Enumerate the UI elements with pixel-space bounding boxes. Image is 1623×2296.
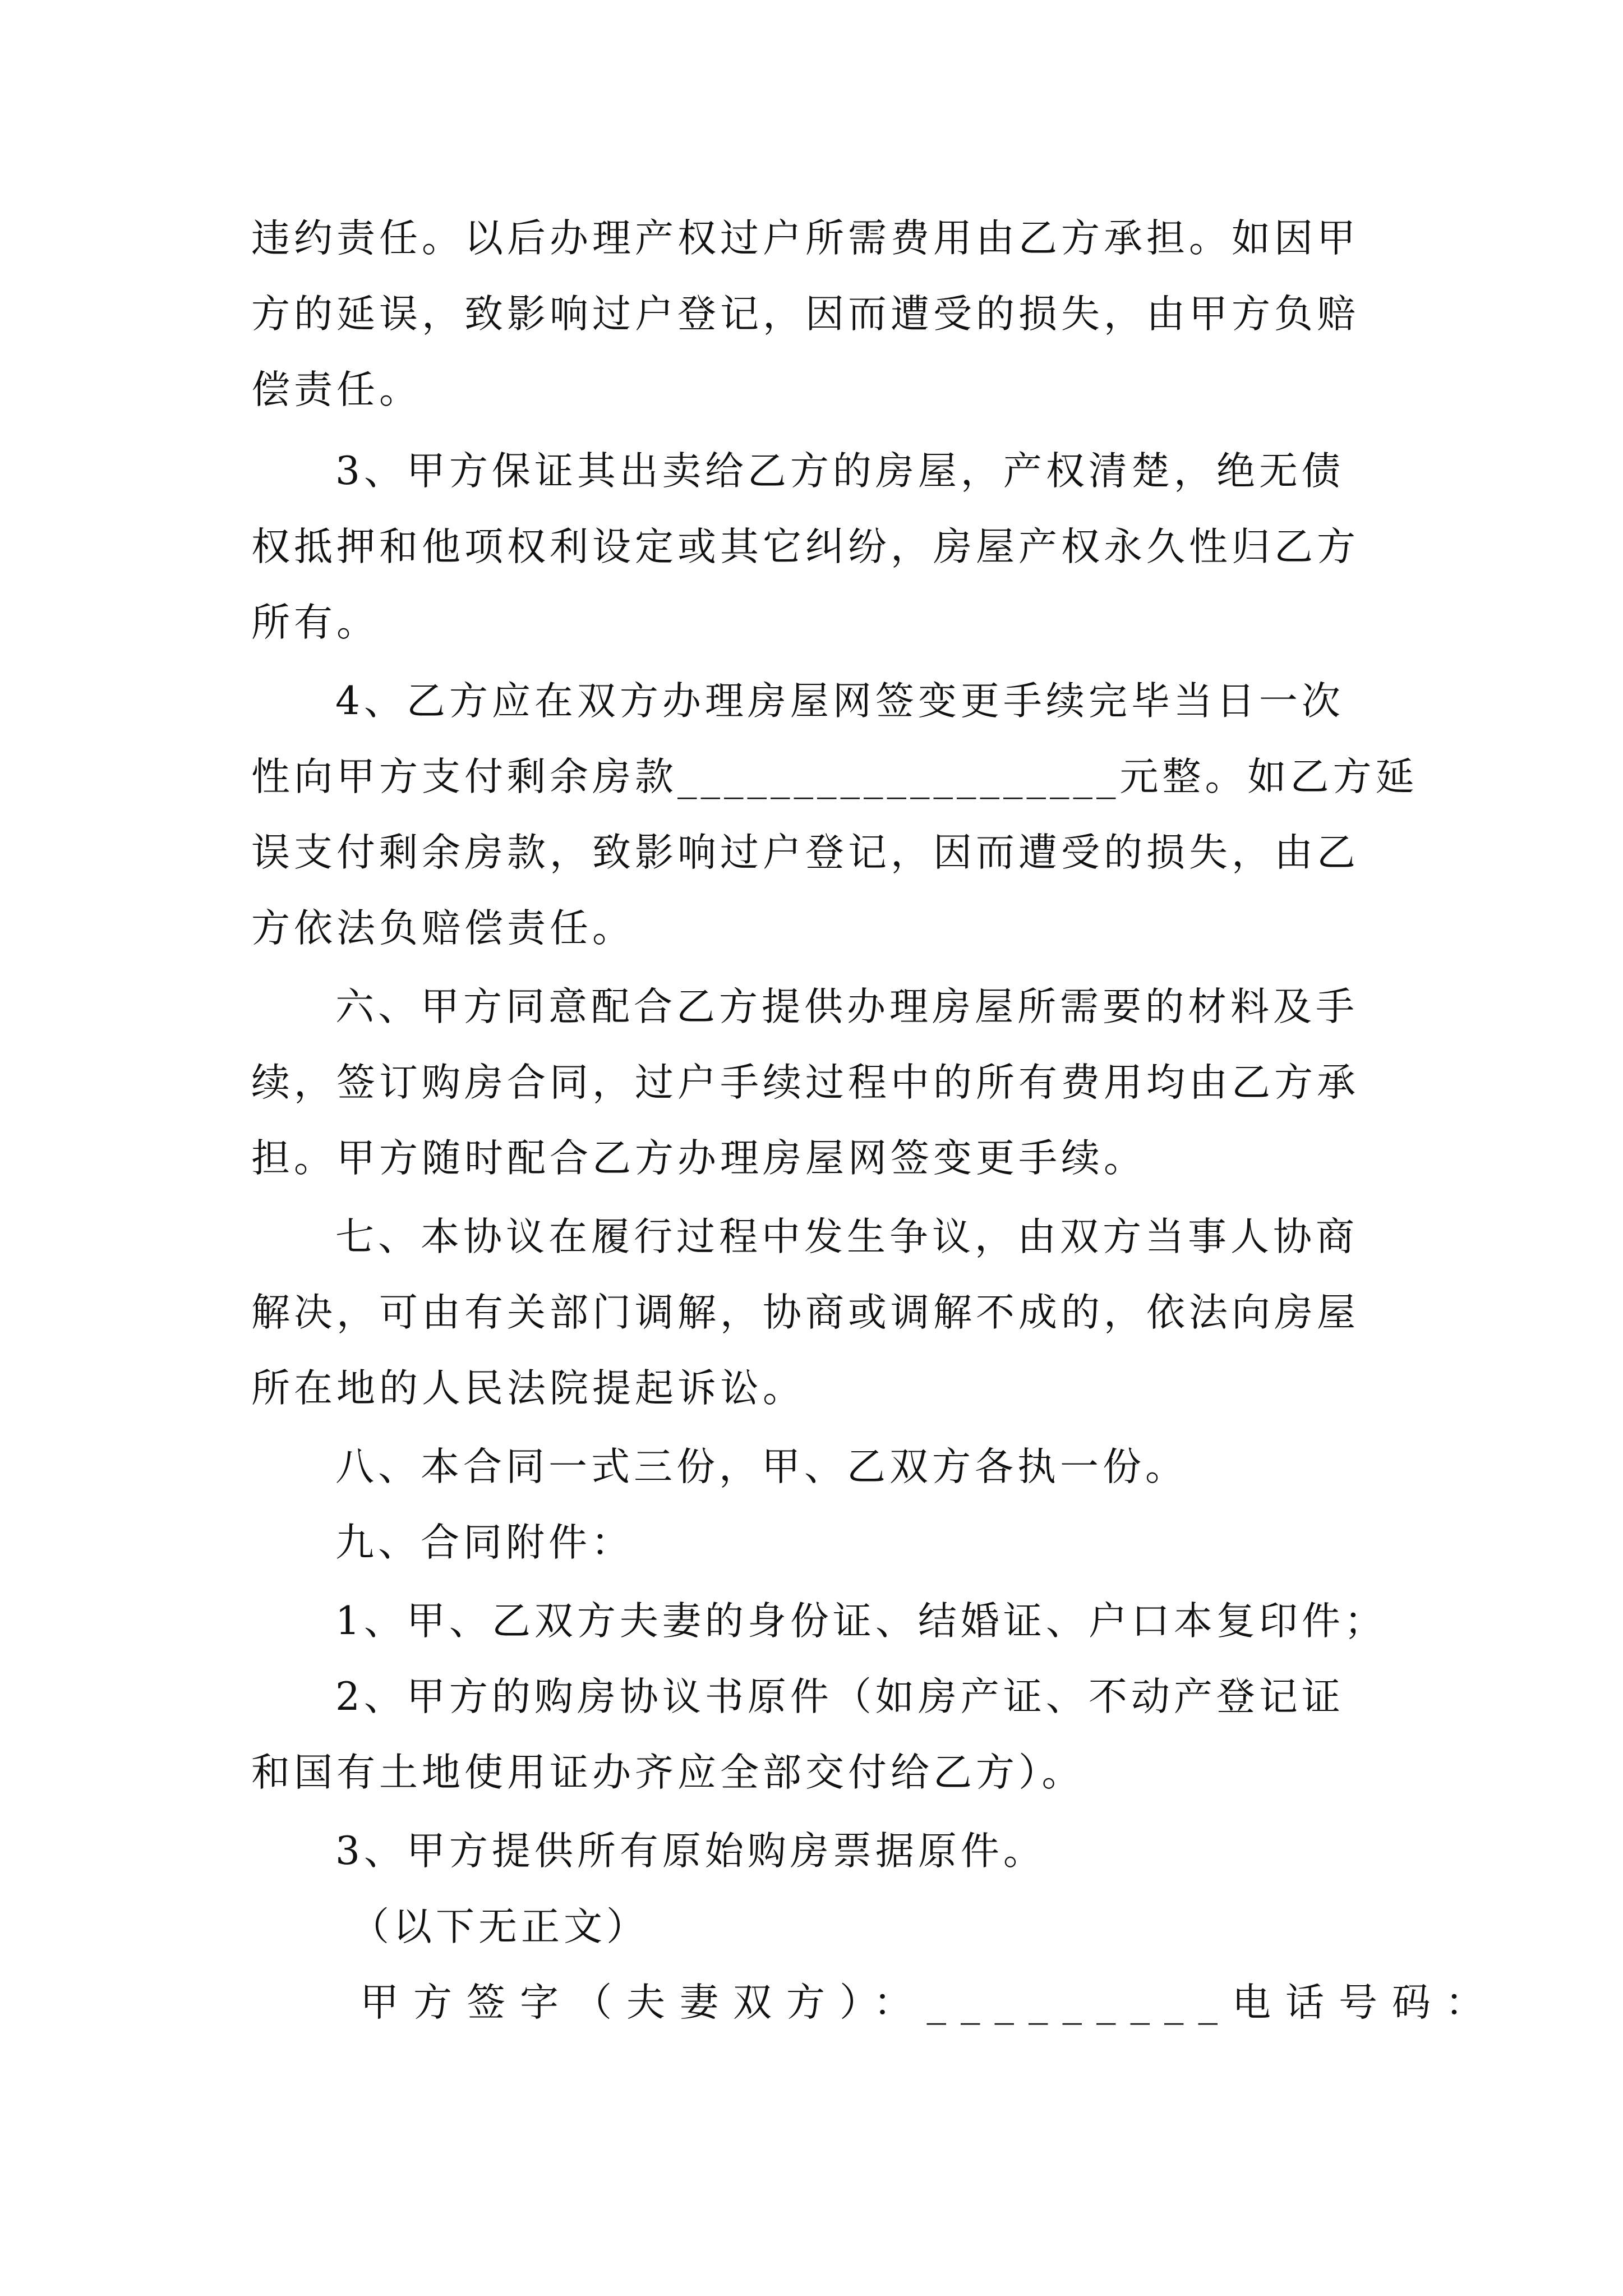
- text-line: 九、合同附件：: [335, 1520, 634, 1565]
- text-line: 方依法负赔偿责任。: [251, 906, 635, 951]
- text-line: 4、乙方应在双方办理房屋网签变更手续完毕当日一次: [335, 679, 1344, 724]
- text-line: 所在地的人民法院提起诉讼。: [251, 1366, 805, 1411]
- text-line: 违约责任。以后办理产权过户所需费用由乙方承担。如因甲: [251, 216, 1359, 261]
- text-line: 七、本协议在履行过程中发生争议，由双方当事人协商: [335, 1214, 1358, 1259]
- text-line: 误支付剩余房款，致影响过户登记，因而遭受的损失，由乙: [251, 830, 1359, 875]
- text-line: 1、甲、乙双方夫妻的身份证、结婚证、户口本复印件；: [335, 1599, 1387, 1644]
- text-line: 2、甲方的购房协议书原件（如房产证、不动产登记证: [335, 1674, 1344, 1719]
- text-line: 八、本合同一式三份，甲、乙双方各执一份。: [335, 1444, 1188, 1489]
- text-line: 偿责任。: [251, 367, 422, 412]
- text-line: 3、甲方提供所有原始购房票据原件。: [335, 1829, 1046, 1874]
- signature-line: 甲方签字（夫妻双方）：_________电话号码：: [360, 1980, 1498, 2025]
- text-line: 方的延误，致影响过户登记，因而遭受的损失，由甲方负赔: [251, 292, 1359, 337]
- text-line: 续，签订购房合同，过户手续过程中的所有费用均由乙方承: [251, 1060, 1359, 1105]
- text-line: 3、甲方保证其出卖给乙方的房屋，产权清楚，绝无债: [335, 449, 1344, 494]
- closing-note: （以下无正文）: [351, 1904, 649, 1949]
- text-line: 所有。: [251, 600, 379, 645]
- text-line: 解决，可由有关部门调解，协商或调解不成的，依法向房屋: [251, 1290, 1359, 1335]
- text-line: 六、甲方同意配合乙方提供办理房屋所需要的材料及手: [335, 984, 1358, 1029]
- text-line: 和国有土地使用证办齐应全部交付给乙方）。: [251, 1750, 1085, 1795]
- text-line: 性向甲方支付剩余房款___________________元整。如乙方延: [251, 754, 1418, 799]
- text-line: 权抵押和他项权利设定或其它纠纷，房屋产权永久性归乙方: [251, 524, 1359, 569]
- text-line: 担。甲方随时配合乙方办理房屋网签变更手续。: [251, 1136, 1146, 1181]
